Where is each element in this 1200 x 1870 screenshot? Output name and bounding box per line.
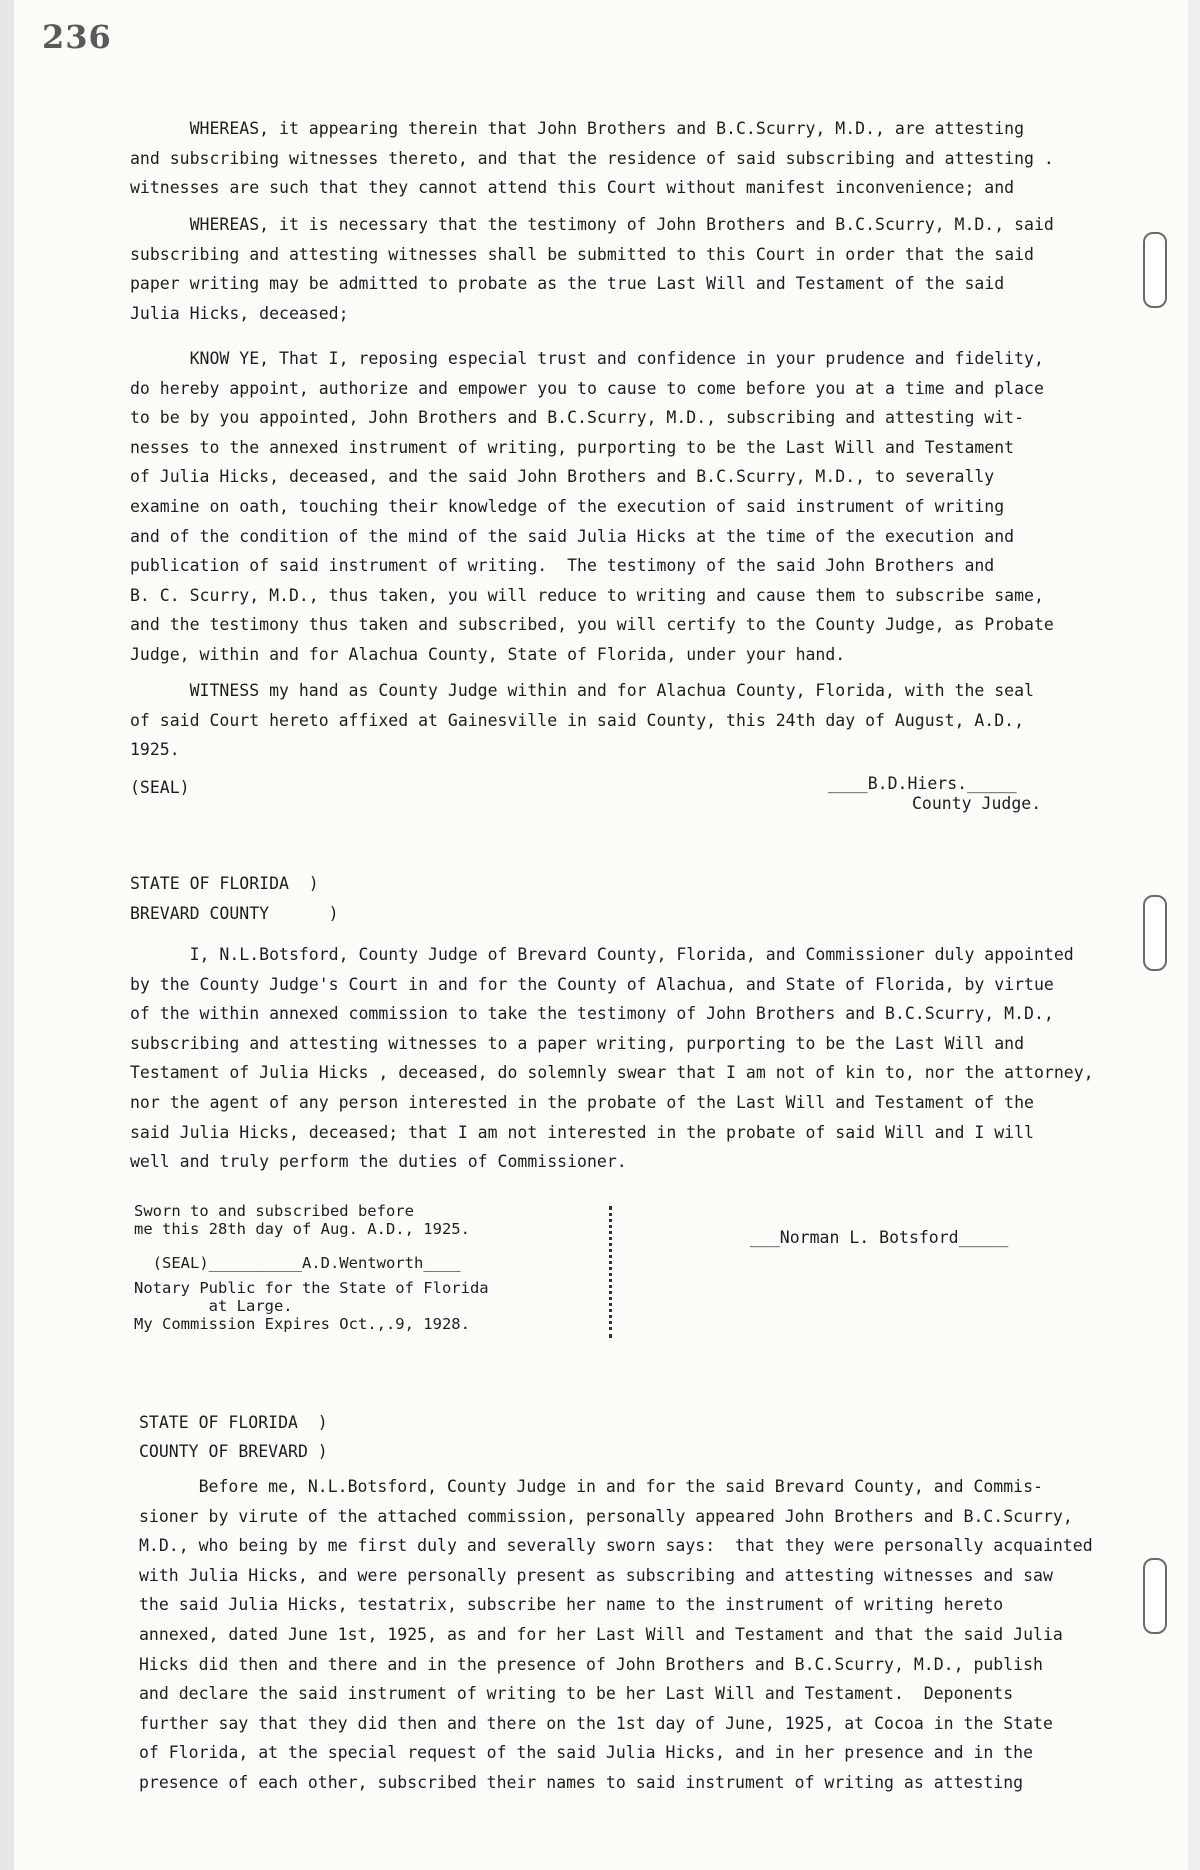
notary-details: Notary Public for the State of Florida at Large. My Commission Expires Oct.,.9, 1928.: [134, 1279, 489, 1333]
venue-state-2: STATE OF FLORIDA ): [139, 1413, 328, 1432]
commissioner-oath-paragraph: I, N.L.Botsford, County Judge of Brevard County, Florida, and Commissioner duly appointed by the County Judge's Court in and for the County of Alachua, and State of Florida, by virtue of the within annexed commission to take the testimony of John Brothers and B.C.Scurry, M.D., subscribing and attesting witnesses to a paper writing, purporting to be the Last Will and Testament of Julia Hicks , deceased, do solemnly swear that I am not of kin to, nor the attorney, nor the agent of any person interested in the probate of the Last Will and Testament of the said Julia Hicks, deceased; that I am not interested in the probate of said Will and I will well and truly perform the duties of Commissioner.: [130, 945, 1094, 1172]
binder-ring-middle: [1143, 895, 1167, 971]
seal-mark: (SEAL): [130, 778, 190, 797]
venue-state-1: STATE OF FLORIDA ): [130, 874, 319, 893]
witness-paragraph: WITNESS my hand as County Judge within and for Alachua County, Florida, with the seal of said Court hereto affixed at Gainesville in said County, this 24th day of August, A.D., 1925.: [130, 681, 1034, 760]
deposition-paragraph: Before me, N.L.Botsford, County Judge in and for the said Brevard County, and Commis- sioner by virute of the attached commission, personally appeared John Brothers and B.C.Scurry, M.D., who being by me first duly and severally sworn says: that they were personally acquainted with Julia Hicks, and were personally present as subscribing and attesting witnesses and saw the said Julia Hicks, testatrix, subscribe her name to the instrument of writing hereto annexed, dated June 1st, 1925, as and for her Last Will and Testament and that the said Julia Hicks did then and there and in the presence of John Brothers and B.C.Scurry, M.D., publish and declare the said instrument of writing to be her Last Will and Testament. Deponents further say that they did then and there on the 1st day of June, 1925, at Cocoa in the State of Florida, at the special request of the said Julia Hicks, and in her presence and in the presence of each other, subscribed their names to said instrument of writing as attesting: [139, 1477, 1093, 1792]
notary-signature: (SEAL)__________A.D.Wentworth____: [134, 1254, 461, 1272]
scan-left-edge: [0, 0, 14, 1870]
venue-county-1: BREVARD COUNTY ): [130, 904, 339, 923]
whereas-testimony-paragraph: WHEREAS, it is necessary that the testimony of John Brothers and B.C.Scurry, M.D., said subscribing and attesting witnesses shall be submitted to this Court in order that the said paper writing may be admitted to probate as the true Last Will and Testament of the said Julia Hicks, deceased;: [130, 215, 1054, 323]
whereas-witnesses-paragraph: WHEREAS, it appearing therein that John Brothers and B.C.Scurry, M.D., are attesting and subscribing witnesses thereto, and that the residence of said subscribing and attesting . witnesses are such that they cannot attend this Court without manifest inconvenience; and: [130, 119, 1054, 198]
scan-right-edge: [1188, 0, 1200, 1870]
dotted-divider: [609, 1206, 612, 1338]
page-number: 236: [42, 18, 112, 56]
commissioner-signature: ___Norman L. Botsford_____: [750, 1228, 1009, 1247]
binder-ring-bottom: [1143, 1558, 1167, 1634]
jurat-sworn: Sworn to and subscribed before me this 28th day of Aug. A.D., 1925.: [134, 1202, 470, 1238]
binder-ring-top: [1143, 232, 1167, 308]
know-ye-paragraph: KNOW YE, That I, reposing especial trust and confidence in your prudence and fidelity, do hereby appoint, authorize and empower you to cause to come before you at a time and place to be by you appointed, John Brothers and B.C.Scurry, M.D., subscribing and attesting wit- nesses to the annexed instrument of writing, purporting to be the Last Will and Testament of Julia Hicks, deceased, and the said John Brothers and B.C.Scurry, M.D., to severally examine on oath, touching their knowledge of the execution of said instrument of writing and of the condition of the mind of the said Julia Hicks at the time of the execution and publication of said instrument of writing. The testimony of the said John Brothers and B. C. Scurry, M.D., thus taken, you will reduce to writing and cause them to subscribe same, and the testimony thus taken and subscribed, you will certify to the County Judge, as Probate Judge, within and for Alachua County, State of Florida, under your hand.: [130, 349, 1054, 664]
venue-county-2: COUNTY OF BREVARD ): [139, 1442, 328, 1461]
county-judge-title: County Judge.: [912, 794, 1042, 813]
county-judge-signature: ____B.D.Hiers._____: [828, 774, 1017, 793]
